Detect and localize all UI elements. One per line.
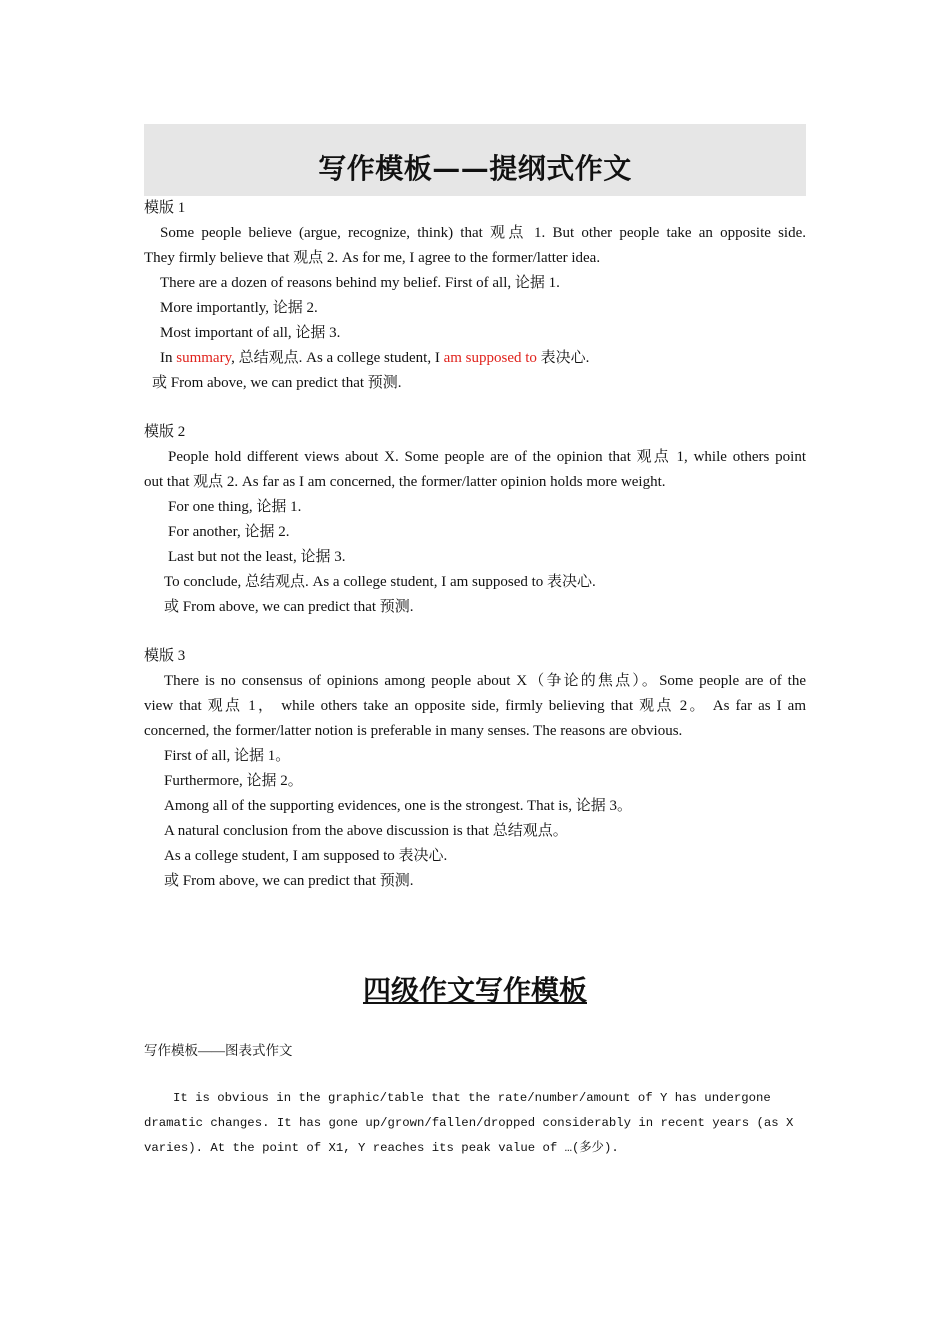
text-run: , 总结观点. As a college student, I (231, 350, 444, 366)
template-1-paragraph-line: Some people believe (argue, recognize, think) that 观点 1. But other people take an opposite side. (160, 225, 806, 241)
template-3-line: First of all, 论据 1。 (164, 748, 291, 764)
template-3-line: As a college student, I am supposed to 表决心. (164, 848, 448, 864)
template-2-line: For one thing, 论据 1. (168, 499, 302, 515)
template-2-line: 或 From above, we can predict that 预测. (164, 599, 414, 615)
template-2-paragraph-line: out that 观点 2. As far as I am concerned, the former/latter opinion holds more weight. (144, 474, 666, 490)
template-2-line: For another, 论据 2. (168, 524, 290, 540)
template-3-line: Among all of the supporting evidences, one is the strongest. That is, 论据 3。 (164, 798, 632, 814)
template-1-line: More importantly, 论据 2. (160, 300, 318, 316)
section-title: 四级作文写作模板 (362, 974, 587, 1007)
template-3-line: 或 From above, we can predict that 预测. (164, 873, 414, 889)
highlighted-phrase: summary (176, 350, 232, 366)
template-1-line: Most important of all, 论据 3. (160, 325, 341, 341)
template-text-line: dramatic changes. It has gone up/grown/fallen/dropped considerably in recent years (as X (144, 1116, 794, 1130)
text-run: 表决心. (536, 350, 590, 366)
title-banner (144, 124, 806, 196)
template-1-conclusion-line (160, 346, 822, 371)
template-2-paragraph-line: People hold different views about X. Some people are of the opinion that 观点 1, while others point (168, 449, 806, 465)
template-3-label: 模版 3 (144, 648, 186, 664)
highlighted-phrase: am supposed to (443, 350, 537, 366)
page-title: 写作模板——提纲式作文 (318, 152, 632, 185)
template-3-paragraph-line: concerned, the former/latter notion is preferable in many senses. The reasons are obvious. (144, 723, 683, 739)
template-2-line: To conclude, 总结观点. As a college student, I am supposed to 表决心. (164, 574, 596, 590)
template-1-line: 或 From above, we can predict that 预测. (152, 375, 402, 391)
template-3-line: Furthermore, 论据 2。 (164, 773, 303, 789)
template-3-paragraph-line: There is no consensus of opinions among people about X（争论的焦点）。Some people are of the (164, 673, 806, 689)
template-3-line: A natural conclusion from the above discussion is that 总结观点。 (164, 823, 568, 839)
template-1-line: There are a dozen of reasons behind my belief. First of all, 论据 1. (160, 275, 560, 291)
template-1-paragraph-line: They firmly believe that 观点 2. As for me, I agree to the former/latter idea. (144, 250, 601, 266)
template-2-label: 模版 2 (144, 424, 186, 440)
template-1-label: 模版 1 (144, 200, 186, 216)
template-text-line: It is obvious in the graphic/table that the rate/number/amount of Y has undergone (173, 1091, 771, 1105)
section-subtitle: 写作模板——图表式作文 (144, 1043, 293, 1058)
template-text-line: varies). At the point of X1, Y reaches its peak value of …(多少). (144, 1141, 619, 1155)
template-2-line: Last but not the least, 论据 3. (168, 549, 346, 565)
text-run: In (160, 350, 177, 366)
template-3-paragraph-line: view that 观点 1， while others take an opposite side, firmly believing that 观点 2。 As far as I am (144, 698, 806, 714)
